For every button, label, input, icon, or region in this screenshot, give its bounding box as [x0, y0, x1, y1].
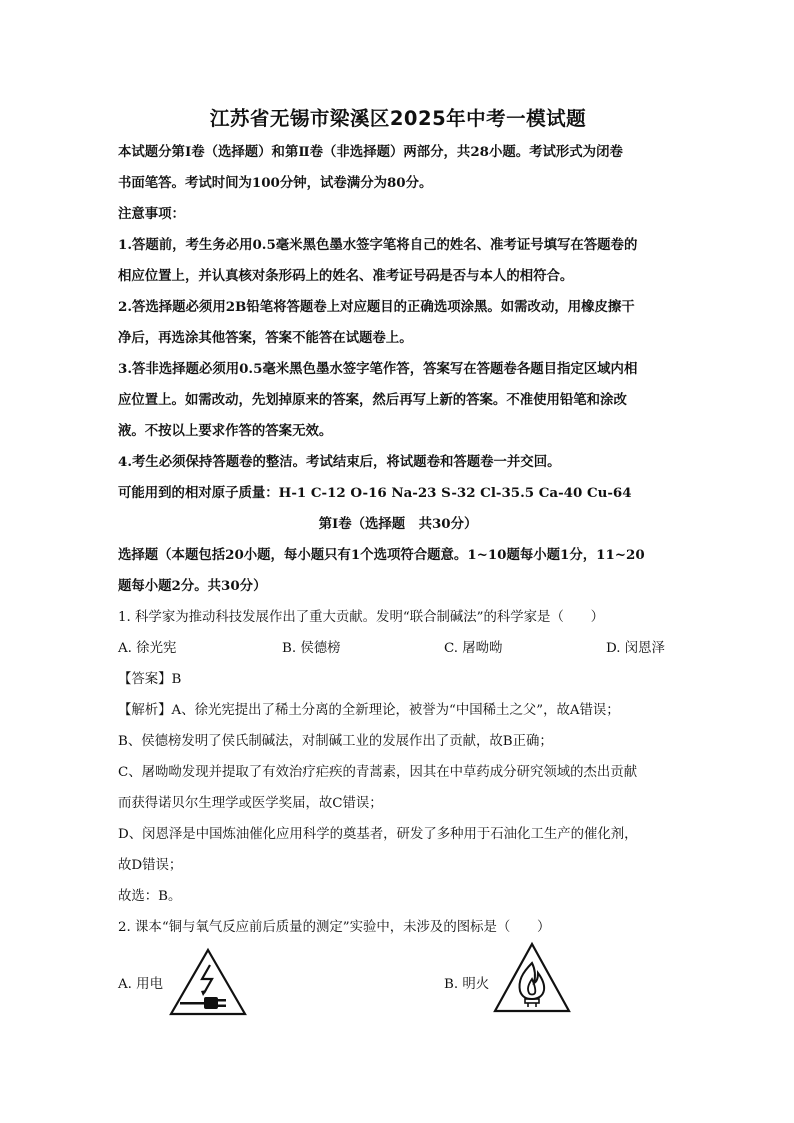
q1-option-d[interactable]: D. 闵恩泽 [606, 641, 665, 656]
q1-analysis-line: B、侯德榜发明了侯氏制碱法，对制碱工业的发展作出了贡献，故B正确； [118, 734, 553, 749]
section-desc-line-1: 选择题（本题包括20小题，每小题只有1个选项符合题意。1~10题每小题1分，11~20 [118, 547, 645, 563]
electricity-warning-icon [168, 947, 248, 1019]
q2-stem: 2. 课本“铜与氧气反应前后质量的测定”实验中，未涉及的图标是（ ） [118, 920, 551, 935]
q1-analysis-line: 故选：B。 [118, 889, 182, 904]
q2-options [118, 947, 678, 1027]
intro-line-1: 本试题分第Ⅰ卷（选择题）和第Ⅱ卷（非选择题）两部分，共28小题。考试形式为闭卷 [118, 144, 623, 160]
q1-analysis-line: 故D错误； [118, 858, 183, 873]
exam-page [118, 100, 678, 1027]
notice-line: 液。不按以上要求作答的答案无效。 [118, 423, 333, 439]
q1-stem: 1. 科学家为推动科技发展作出了重大贡献。发明“联合制碱法”的科学家是（ ） [118, 610, 605, 625]
q2-option-b[interactable] [444, 947, 644, 1027]
section-title: 第Ⅰ卷（选择题 共30分） [318, 516, 478, 532]
notice-heading: 注意事项： [118, 206, 185, 222]
notice-line: 应位置上。如需改动，先划掉原来的答案，然后再写上新的答案。不准使用铅笔和涂改 [118, 392, 627, 408]
q1-analysis-line: D、闵恩泽是中国炼油催化应用科学的奠基者，研发了多种用于石油化工生产的催化剂， [118, 827, 638, 842]
notice-line: 3.答非选择题必须用0.5毫米黑色墨水签字笔作答，答案写在答题卷各题目指定区域内相 [118, 361, 638, 377]
notice-line: 2.答选择题必须用2B铅笔将答题卷上对应题目的正确选项涂黑。如需改动，用橡皮擦干 [118, 299, 635, 315]
page-title: 江苏省无锡市梁溪区2025年中考一模试题 [209, 107, 587, 130]
q1-options [118, 633, 678, 664]
notice-line: 1.答题前，考生务必用0.5毫米黑色墨水签字笔将自己的姓名、准考证号填写在答题卷的 [118, 237, 638, 253]
q1-option-b[interactable]: B. 侯德榜 [282, 641, 341, 656]
q1-analysis-line: 【解析】A、徐光宪提出了稀土分离的全新理论，被誉为“中国稀土之父”，故A错误； [118, 703, 620, 718]
q2-option-a[interactable] [118, 947, 318, 1027]
notice-line: 净后，再选涂其他答案，答案不能答在试题卷上。 [118, 330, 413, 346]
q1-analysis-line: C、屠呦呦发现并提取了有效治疗疟疾的青蒿素，因其在中草药成分研究领域的杰出贡献 [118, 765, 638, 780]
q1-analysis-line: 而获得诺贝尔生理学或医学奖届，故C错误； [118, 796, 383, 811]
q1-option-a[interactable]: A. 徐光宪 [118, 641, 177, 656]
intro-line-2: 书面笔答。考试时间为100分钟，试卷满分为80分。 [118, 175, 433, 191]
open-flame-warning-icon [492, 941, 572, 1017]
atomic-masses: 可能用到的相对原子质量：H-1 C-12 O-16 Na-23 S-32 Cl-35.5 Ca-40 Cu-64 [118, 485, 632, 501]
q1-answer: 【答案】B [118, 672, 182, 687]
notice-line: 4.考生必须保持答题卷的整洁。考试结束后，将试题卷和答题卷一并交回。 [118, 454, 561, 470]
q2-option-a-label: A. 用电 [118, 977, 163, 992]
q2-option-b-label: B. 明火 [444, 977, 490, 992]
section-desc-line-2: 题每小题2分。共30分） [118, 578, 267, 594]
q1-option-c[interactable]: C. 屠呦呦 [444, 641, 503, 656]
notice-line: 相应位置上，并认真核对条形码上的姓名、准考证号码是否与本人的相符合。 [118, 268, 574, 284]
